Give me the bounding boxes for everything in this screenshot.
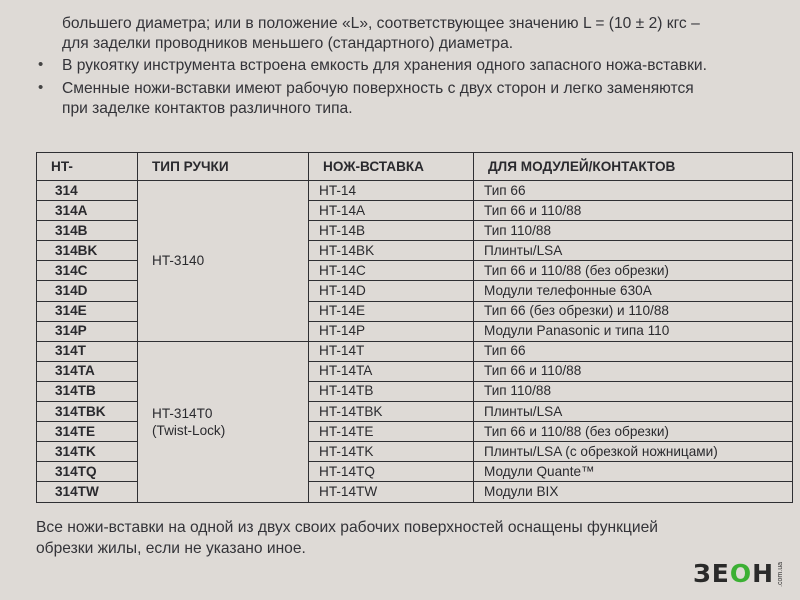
cell-handle-type: HT-3140: [138, 181, 309, 342]
cell-modules: Тип 66: [474, 341, 793, 361]
cell-modules: Плинты/LSA: [474, 241, 793, 261]
cell-modules: Тип 66 и 110/88 (без обрезки): [474, 261, 793, 281]
table-header-row: [37, 153, 793, 181]
cell-blade: HT-14P: [309, 321, 474, 341]
bullet-2-line-2: при заделке контактов различного типа.: [62, 100, 353, 117]
cell-model: 314A: [37, 201, 138, 221]
cell-model: 314: [37, 181, 138, 201]
header-handle-type: ТИП РУЧКИ: [138, 153, 309, 181]
zeon-logo: [693, 560, 785, 588]
cell-model: 314TA: [37, 361, 138, 381]
cell-blade: HT-14T: [309, 341, 474, 361]
cell-modules: Тип 66 и 110/88: [474, 201, 793, 221]
cell-model: 314TE: [37, 422, 138, 442]
cell-modules: Модули BIX: [474, 482, 793, 502]
intro-line-1: большего диаметра; или в положение «L», соответствующее значению L = (10 ± 2) кгс –: [62, 15, 700, 32]
cell-blade: HT-14D: [309, 281, 474, 301]
cell-modules: Тип 66 (без обрезки) и 110/88: [474, 301, 793, 321]
cell-blade: HT-14TE: [309, 422, 474, 442]
table-row: [37, 181, 793, 201]
cell-model: 314TW: [37, 482, 138, 502]
cell-blade: HT-14A: [309, 201, 474, 221]
footer-line-2: обрезки жилы, если не указано иное.: [36, 540, 306, 557]
cell-modules: Тип 66 и 110/88: [474, 361, 793, 381]
spec-table: [36, 152, 793, 503]
cell-model: 314TB: [37, 381, 138, 401]
cell-modules: Плинты/LSA: [474, 402, 793, 422]
cell-modules: Плинты/LSA (с обрезкой ножницами): [474, 442, 793, 462]
cell-blade: HT-14E: [309, 301, 474, 321]
cell-model: 314D: [37, 281, 138, 301]
cell-handle-type: HT-314T0 (Twist-Lock): [138, 341, 309, 502]
cell-model: 314TBK: [37, 402, 138, 422]
cell-model: 314T: [37, 341, 138, 361]
cell-model: 314C: [37, 261, 138, 281]
logo-wordmark: ЗЕОН: [693, 559, 775, 588]
cell-modules: Тип 110/88: [474, 381, 793, 401]
cell-blade: HT-14TK: [309, 442, 474, 462]
cell-modules: Модули Quante™: [474, 462, 793, 482]
footer-line-1: Все ножи-вставки на одной из двух своих рабочих поверхностей оснащены функцией: [36, 519, 658, 536]
header-model: HT-: [37, 153, 138, 181]
header-modules: ДЛЯ МОДУЛЕЙ/КОНТАКТОВ: [474, 153, 793, 181]
cell-modules: Тип 110/88: [474, 221, 793, 241]
table-row: [37, 341, 793, 361]
cell-modules: Тип 66 и 110/88 (без обрезки): [474, 422, 793, 442]
bullet-dot-1: •: [38, 56, 44, 73]
cell-blade: HT-14TW: [309, 482, 474, 502]
cell-modules: Модули Panasonic и типа 110: [474, 321, 793, 341]
intro-line-2: для заделки проводников меньшего (стандартного) диаметра.: [62, 35, 514, 52]
cell-modules: Модули телефонные 630A: [474, 281, 793, 301]
bullet-1-text: В рукоятку инструмента встроена емкость для хранения одного запасного ножа-вставки.: [62, 57, 707, 74]
logo-domain: .com.ua: [777, 561, 785, 587]
power-icon: О: [729, 559, 753, 588]
cell-model: 314TQ: [37, 462, 138, 482]
cell-blade: HT-14TB: [309, 381, 474, 401]
cell-blade: HT-14TQ: [309, 462, 474, 482]
cell-model: 314E: [37, 301, 138, 321]
cell-blade: HT-14B: [309, 221, 474, 241]
cell-model: 314BK: [37, 241, 138, 261]
cell-blade: HT-14C: [309, 261, 474, 281]
cell-blade: HT-14TBK: [309, 402, 474, 422]
spec-table-body: [37, 181, 793, 503]
bullet-dot-2: •: [38, 79, 44, 96]
cell-blade: HT-14: [309, 181, 474, 201]
cell-modules: Тип 66: [474, 181, 793, 201]
cell-model: 314B: [37, 221, 138, 241]
cell-blade: HT-14BK: [309, 241, 474, 261]
cell-model: 314P: [37, 321, 138, 341]
cell-blade: HT-14TA: [309, 361, 474, 381]
cell-model: 314TK: [37, 442, 138, 462]
bullet-2-line-1: Сменные ножи-вставки имеют рабочую поверхность с двух сторон и легко заменяются: [62, 80, 694, 97]
header-blade: НОЖ-ВСТАВКА: [309, 153, 474, 181]
